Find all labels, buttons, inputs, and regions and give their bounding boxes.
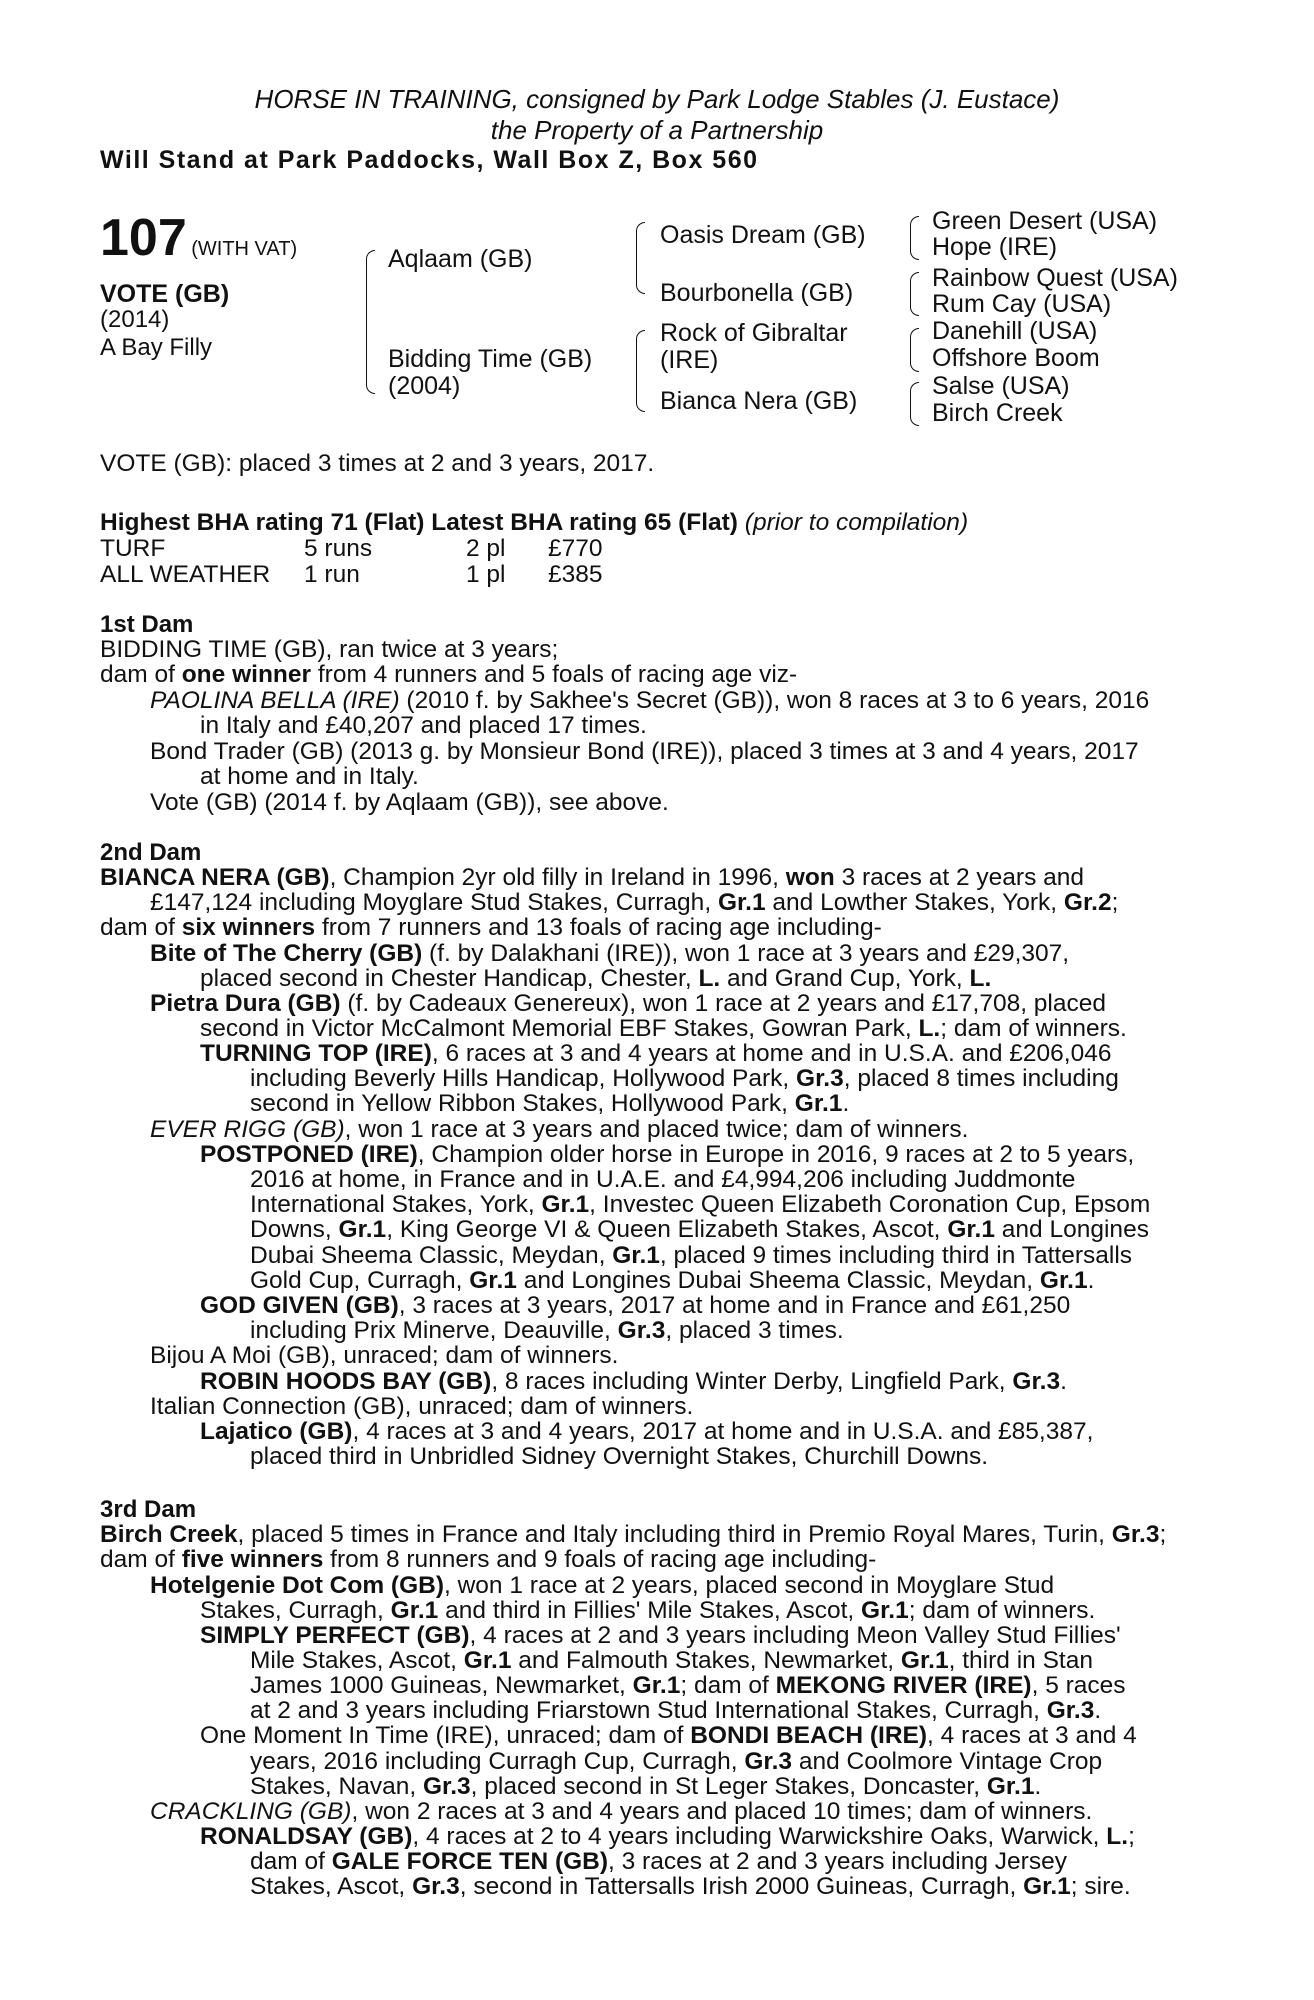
pedigree-dam: Bidding Time (GB) <box>388 345 593 373</box>
pedigree-bracket-3 <box>910 328 919 372</box>
text-line: Stakes, Navan, Gr.3, placed second in St Leger Stakes, Doncaster, Gr.1. <box>250 1773 1042 1800</box>
text-line: Bond Trader (GB) (2013 g. by Monsieur Bond (IRE)), placed 3 times at 3 and 4 years, 2017 <box>150 738 1139 765</box>
pedigree-ddd: Birch Creek <box>932 399 1063 427</box>
record-runs: 1 run <box>304 561 360 588</box>
pedigree-dds: Salse (USA) <box>932 372 1070 400</box>
text-line: placed third in Unbridled Sidney Overnight Stakes, Churchill Downs. <box>250 1443 989 1470</box>
section-heading: 2nd Dam <box>100 839 202 866</box>
text-line: Gold Cup, Curragh, Gr.1 and Longines Dubai Sheema Classic, Meydan, Gr.1. <box>250 1267 1095 1294</box>
pedigree-bracket-4 <box>910 382 919 426</box>
text-line: at 2 and 3 years including Friarstown Stud International Stakes, Curragh, Gr.3. <box>250 1697 1102 1724</box>
record-prize: £385 <box>548 561 603 588</box>
text-line: second in Yellow Ribbon Stakes, Hollywood Park, Gr.1. <box>250 1090 850 1117</box>
pedigree-sss: Green Desert (USA) <box>932 207 1158 235</box>
pedigree-sdd: Rum Cay (USA) <box>932 290 1112 318</box>
vat-note: (WITH VAT) <box>191 238 298 260</box>
text-line: PAOLINA BELLA (IRE) (2010 f. by Sakhee's Secret (GB)), won 8 races at 3 to 6 years, 2016 <box>150 687 1150 714</box>
horse-description: A Bay Filly <box>100 334 213 361</box>
record-surface: ALL WEATHER <box>100 561 271 588</box>
pedigree-sire: Aqlaam (GB) <box>388 245 533 273</box>
pedigree-ssd: Hope (IRE) <box>932 233 1058 261</box>
text-line: Vote (GB) (2014 f. by Aqlaam (GB)), see above. <box>150 789 669 816</box>
text-line: Birch Creek, placed 5 times in France and Italy including third in Premio Royal Mares, Turin, Gr.3; <box>100 1521 1167 1548</box>
text-line: Downs, Gr.1, King George VI & Queen Elizabeth Stakes, Ascot, Gr.1 and Longines <box>250 1216 1149 1243</box>
text-line: Stakes, Ascot, Gr.3, second in Tattersalls Irish 2000 Guineas, Curragh, Gr.1; sire. <box>250 1873 1131 1900</box>
text-line: GOD GIVEN (GB), 3 races at 3 years, 2017 at home and in France and £61,250 <box>200 1292 1071 1319</box>
pedigree-dam-sire-country: (IRE) <box>660 346 719 374</box>
pedigree-bracket-1 <box>910 216 919 260</box>
bha-rating <box>100 510 968 535</box>
pedigree-bracket-sire <box>636 222 645 294</box>
text-line: Pietra Dura (GB) (f. by Cadeaux Genereux), won 1 race at 2 years and £17,708, placed <box>150 990 1107 1017</box>
foaling-year: (2014) <box>100 306 170 333</box>
text-line: dam of one winner from 4 runners and 5 foals of racing age viz- <box>100 661 798 688</box>
horse-name: VOTE (GB) <box>100 280 230 308</box>
pedigree-bracket-main <box>366 250 375 394</box>
text-line: dam of GALE FORCE TEN (GB), 3 races at 2 and 3 years including Jersey <box>250 1848 1067 1875</box>
text-line: POSTPONED (IRE), Champion older horse in Europe in 2016, 9 races at 2 to 5 years, <box>200 1141 1135 1168</box>
race-summary: VOTE (GB): placed 3 times at 2 and 3 years, 2017. <box>100 450 655 477</box>
pedigree-sds: Rainbow Quest (USA) <box>932 264 1178 292</box>
text-line: Bijou A Moi (GB), unraced; dam of winners. <box>150 1342 619 1369</box>
section-heading: 1st Dam <box>100 611 194 638</box>
lot-block <box>100 208 297 268</box>
text-line: 2016 at home, in France and in U.A.E. and £4,994,206 including Juddmonte <box>250 1166 1076 1193</box>
text-line: BIDDING TIME (GB), ran twice at 3 years; <box>100 636 559 663</box>
text-line: £147,124 including Moyglare Stud Stakes, Curragh, Gr.1 and Lowther Stakes, York, Gr.2; <box>150 889 1119 916</box>
text-line: CRACKLING (GB), won 2 races at 3 and 4 years and placed 10 times; dam of winners. <box>150 1798 1093 1825</box>
text-line: in Italy and £40,207 and placed 17 times. <box>200 712 647 739</box>
text-line: including Beverly Hills Handicap, Hollywood Park, Gr.3, placed 8 times including <box>250 1065 1119 1092</box>
pedigree-dam-dam: Bianca Nera (GB) <box>660 387 858 415</box>
text-line: Lajatico (GB), 4 races at 3 and 4 years, 2017 at home and in U.S.A. and £85,387, <box>200 1418 1094 1445</box>
record-runs: 5 runs <box>304 535 373 562</box>
text-line: James 1000 Guineas, Newmarket, Gr.1; dam of MEKONG RIVER (IRE), 5 races <box>250 1672 1126 1699</box>
text-line: SIMPLY PERFECT (GB), 4 races at 2 and 3 years including Meon Valley Stud Fillies' <box>200 1622 1121 1649</box>
text-line: One Moment In Time (IRE), unraced; dam of BONDI BEACH (IRE), 4 races at 3 and 4 <box>200 1722 1137 1749</box>
pedigree-dss: Danehill (USA) <box>932 317 1098 345</box>
pedigree-sire-dam: Bourbonella (GB) <box>660 279 854 307</box>
record-placed: 2 pl <box>466 535 506 562</box>
record-prize: £770 <box>548 535 603 562</box>
text-line: Bite of The Cherry (GB) (f. by Dalakhani (IRE)), won 1 race at 3 years and £29,307, <box>150 940 1070 967</box>
consignor-line: HORSE IN TRAINING, consigned by Park Lodge Stables (J. Eustace) <box>254 84 1060 114</box>
record-placed: 1 pl <box>466 561 506 588</box>
lot-number: 107 <box>100 209 187 267</box>
text-line: Dubai Sheema Classic, Meydan, Gr.1, placed 9 times including third in Tattersalls <box>250 1242 1133 1269</box>
rating-text: Highest BHA rating 71 (Flat) Latest BHA rating 65 (Flat) <box>100 509 738 536</box>
text-line: placed second in Chester Handicap, Chester, L. and Grand Cup, York, L. <box>200 965 992 992</box>
pedigree-dam-year: (2004) <box>388 372 461 400</box>
text-line: RONALDSAY (GB), 4 races at 2 to 4 years including Warwickshire Oaks, Warwick, L.; <box>200 1823 1135 1850</box>
rating-note: (prior to compilation) <box>744 509 969 536</box>
text-line: Stakes, Curragh, Gr.1 and third in Fillies' Mile Stakes, Ascot, Gr.1; dam of winners. <box>200 1597 1096 1624</box>
text-line: ROBIN HOODS BAY (GB), 8 races including Winter Derby, Lingfield Park, Gr.3. <box>200 1368 1067 1395</box>
text-line: Mile Stakes, Ascot, Gr.1 and Falmouth Stakes, Newmarket, Gr.1, third in Stan <box>250 1647 1093 1674</box>
text-line: dam of five winners from 8 runners and 9 foals of racing age including- <box>100 1546 877 1573</box>
text-line: EVER RIGG (GB), won 1 race at 3 years and placed twice; dam of winners. <box>150 1116 969 1143</box>
text-line: dam of six winners from 7 runners and 13 foals of racing age including- <box>100 914 882 941</box>
text-line: BIANCA NERA (GB), Champion 2yr old filly in Ireland in 1996, won 3 races at 2 years and <box>100 864 1085 891</box>
pedigree-dam-sire: Rock of Gibraltar <box>660 319 848 347</box>
text-line: International Stakes, York, Gr.1, Investec Queen Elizabeth Coronation Cup, Epsom <box>250 1191 1151 1218</box>
text-line: TURNING TOP (IRE), 6 races at 3 and 4 years at home and in U.S.A. and £206,046 <box>200 1040 1112 1067</box>
section-heading: 3rd Dam <box>100 1496 197 1523</box>
text-line: including Prix Minerve, Deauville, Gr.3, placed 3 times. <box>250 1317 844 1344</box>
record-surface: TURF <box>100 535 166 562</box>
text-line: Hotelgenie Dot Com (GB), won 1 race at 2 years, placed second in Moyglare Stud <box>150 1572 1055 1599</box>
text-line: Italian Connection (GB), unraced; dam of winners. <box>150 1393 694 1420</box>
text-line: years, 2016 including Curragh Cup, Curragh, Gr.3 and Coolmore Vintage Crop <box>250 1748 1103 1775</box>
pedigree-bracket-dam <box>636 330 645 412</box>
pedigree-sire-sire: Oasis Dream (GB) <box>660 221 866 249</box>
stand-location: Will Stand at Park Paddocks, Wall Box Z, Box 560 <box>100 146 759 174</box>
text-line: at home and in Italy. <box>200 763 419 790</box>
text-line: second in Victor McCalmont Memorial EBF Stakes, Gowran Park, L.; dam of winners. <box>200 1015 1127 1042</box>
pedigree-dsd: Offshore Boom <box>932 344 1100 372</box>
ownership-line: the Property of a Partnership <box>490 115 824 145</box>
pedigree-bracket-2 <box>910 272 919 316</box>
